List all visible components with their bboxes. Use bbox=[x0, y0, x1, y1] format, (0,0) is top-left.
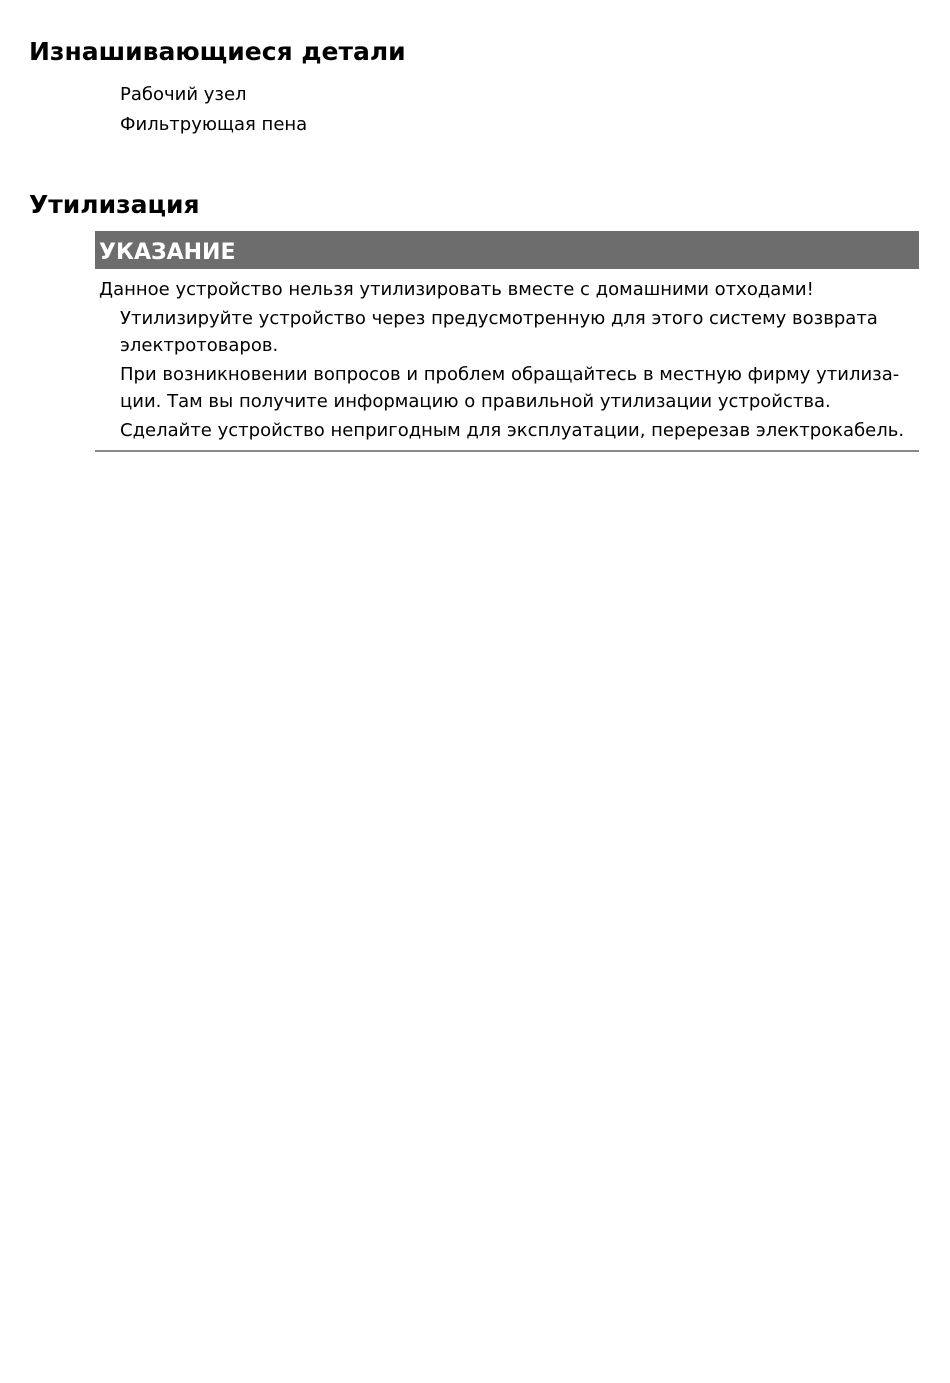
notice-step: При возникновении вопросов и проблем обращайтесь в местную фирму утилиза-ции. Там вы получите информацию о правильной утилизации устройства. bbox=[120, 364, 900, 412]
disposal-heading: Утилизация bbox=[29, 190, 200, 219]
notice-steps-list bbox=[95, 305, 919, 444]
wear-part-item: Рабочий узел bbox=[120, 84, 247, 105]
notice-label: УКАЗАНИЕ bbox=[95, 231, 919, 269]
wear-parts-list bbox=[120, 80, 307, 140]
notice-lead-text: Данное устройство нельзя утилизировать вместе с домашними отходами! bbox=[99, 279, 814, 300]
notice-body bbox=[95, 269, 919, 452]
disposal-notice bbox=[95, 231, 919, 452]
wear-part-item: Фильтрующая пена bbox=[120, 114, 308, 135]
notice-step: Утилизируйте устройство через предусмотренную для этого систему возврата электротоваров. bbox=[120, 308, 878, 356]
notice-step: Сделайте устройство непригодным для эксплуатации, перерезав электрокабель. bbox=[120, 420, 905, 441]
wear-parts-heading: Изнашивающиеся детали bbox=[29, 37, 406, 66]
